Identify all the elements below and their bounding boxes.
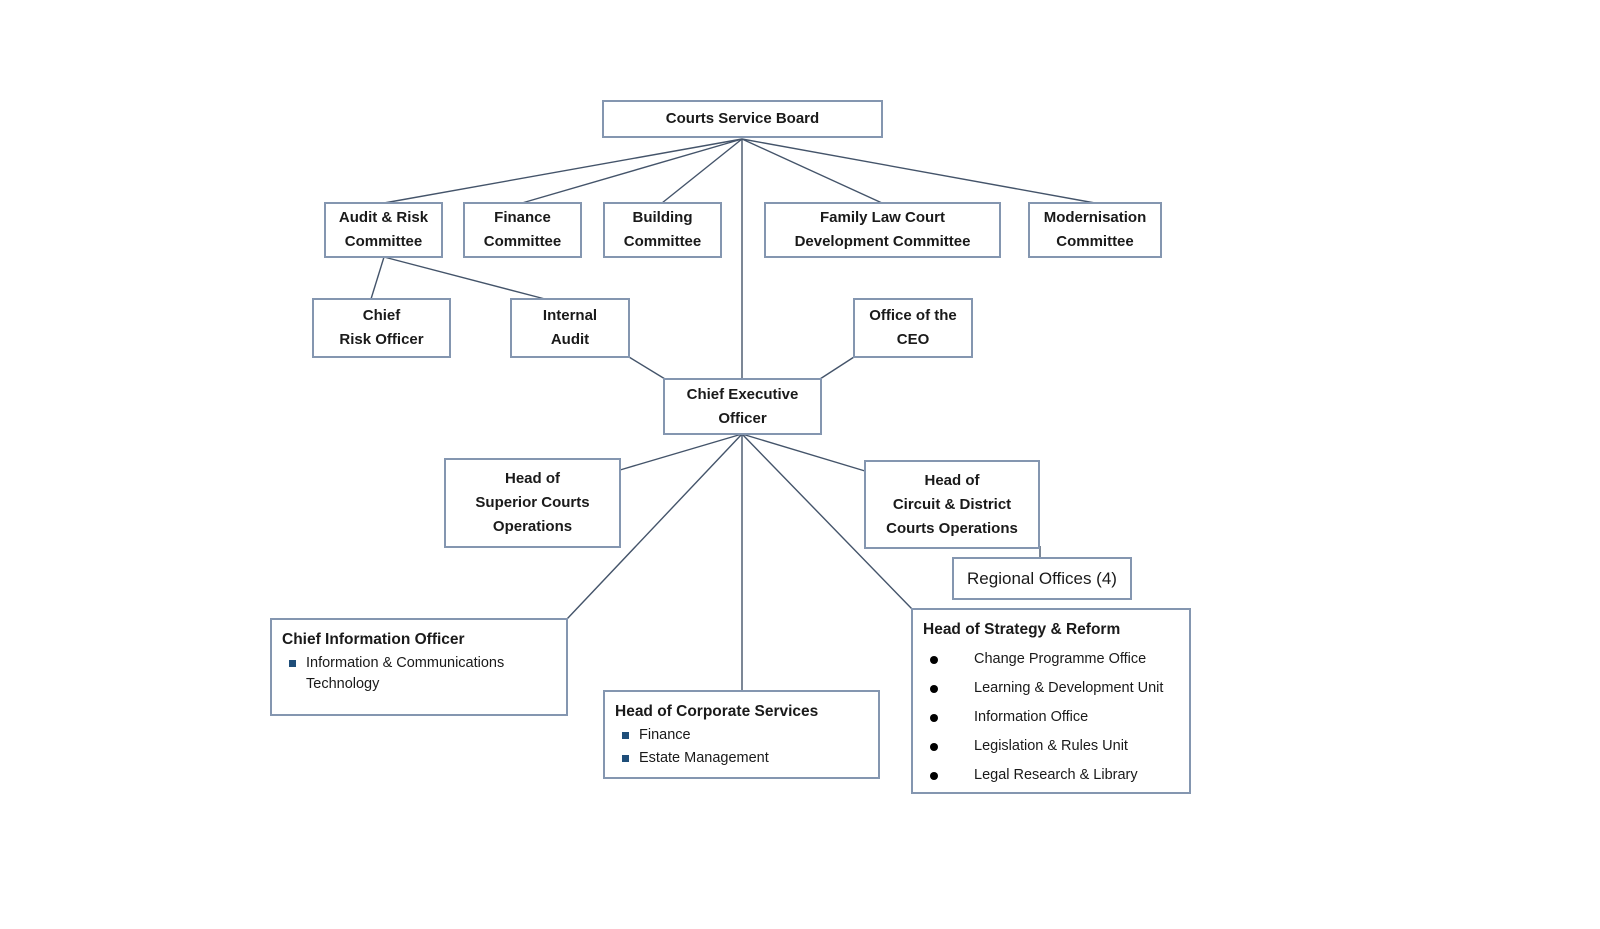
bullet-label: Legislation & Rules Unit <box>974 738 1128 754</box>
node-label: Committee <box>623 233 702 250</box>
node-label: Audit <box>550 331 590 348</box>
connector-board-building <box>662 139 742 203</box>
node-label: Circuit & District <box>892 495 1012 513</box>
connector-board-family-law <box>742 139 882 203</box>
bullet-label: Change Programme Office <box>974 651 1147 667</box>
node-label: Regional Offices (4) <box>967 568 1117 588</box>
node-label: Operations <box>492 518 573 535</box>
connector-internal-audit-ceo <box>629 357 665 379</box>
connector-board-audit <box>384 139 742 203</box>
bullet-item <box>615 748 868 769</box>
node-modernisation-committee <box>1028 202 1162 258</box>
node-label: Head of <box>924 471 980 489</box>
node-label: Building <box>632 209 693 226</box>
node-label: Audit & Risk <box>338 209 429 226</box>
node-chief-risk-officer <box>312 298 451 358</box>
node-head-of-superior-courts-operations <box>444 458 621 548</box>
node-label: Chief Executive <box>686 385 799 403</box>
bullet-item <box>615 725 868 746</box>
node-head-of-strategy-reform <box>911 608 1191 794</box>
connector-board-modernisation <box>742 139 1095 203</box>
square-bullet-icon <box>622 732 629 739</box>
node-head-of-corporate-services <box>603 690 880 779</box>
node-label: Committee <box>344 233 423 250</box>
node-label: Family Law Court <box>819 209 946 226</box>
connector-board-finance <box>522 139 742 203</box>
node-family-law-court-development-committee <box>764 202 1001 258</box>
bullet-item <box>923 649 1179 670</box>
round-bullet-icon <box>930 685 938 693</box>
node-label: Internal <box>542 307 598 324</box>
node-building-committee <box>603 202 722 258</box>
square-bullet-icon <box>289 660 296 667</box>
node-label: Courts Service Board <box>665 110 820 127</box>
bullet-item <box>923 765 1179 786</box>
node-chief-executive-officer <box>663 378 822 435</box>
node-chief-information-officer <box>270 618 568 716</box>
bullet-item <box>923 678 1179 699</box>
round-bullet-icon <box>930 656 938 664</box>
node-internal-audit <box>510 298 630 358</box>
round-bullet-icon <box>930 772 938 780</box>
bullet-label: Information Office <box>974 709 1089 725</box>
node-label: Courts Operations <box>886 519 1018 537</box>
node-finance-committee <box>463 202 582 258</box>
connector-office-ceo-ceo <box>820 357 854 379</box>
node-label: Officer <box>718 409 767 427</box>
connector-audit-chief-risk <box>371 257 384 299</box>
node-audit-risk-committee <box>324 202 443 258</box>
node-regional-offices <box>952 557 1132 600</box>
node-label: Superior Courts <box>475 494 590 511</box>
node-courts-service-board <box>602 100 883 138</box>
connector-audit-internal-audit <box>384 257 545 299</box>
square-bullet-icon <box>622 755 629 762</box>
node-label: Modernisation <box>1043 209 1147 226</box>
bullet-label: Information & Communications Technology <box>306 655 505 692</box>
node-title: Head of Corporate Services <box>615 703 819 720</box>
node-label: Development Committee <box>794 233 971 250</box>
node-label: Committee <box>1056 233 1134 250</box>
node-label: Finance <box>494 209 551 226</box>
node-title: Head of Strategy & Reform <box>923 621 1121 638</box>
node-label: CEO <box>896 331 930 348</box>
node-label: Chief <box>362 307 401 324</box>
connector-ceo-superior <box>620 434 742 470</box>
bullet-label: Learning & Development Unit <box>974 680 1164 696</box>
round-bullet-icon <box>930 714 938 722</box>
bullet-item <box>923 736 1179 757</box>
node-office-of-the-ceo <box>853 298 973 358</box>
node-label: Office of the <box>869 307 957 324</box>
bullet-item <box>923 707 1179 728</box>
node-label: Head of <box>504 470 560 487</box>
bullet-label: Finance <box>639 727 691 743</box>
node-head-of-circuit-district-courts-operations <box>864 460 1040 549</box>
node-label: Risk Officer <box>339 331 424 348</box>
round-bullet-icon <box>930 743 938 751</box>
bullet-label: Estate Management <box>639 750 769 766</box>
node-title: Chief Information Officer <box>282 631 465 648</box>
node-label: Committee <box>483 233 562 250</box>
bullet-item <box>282 653 556 695</box>
bullet-label: Legal Research & Library <box>974 767 1138 783</box>
